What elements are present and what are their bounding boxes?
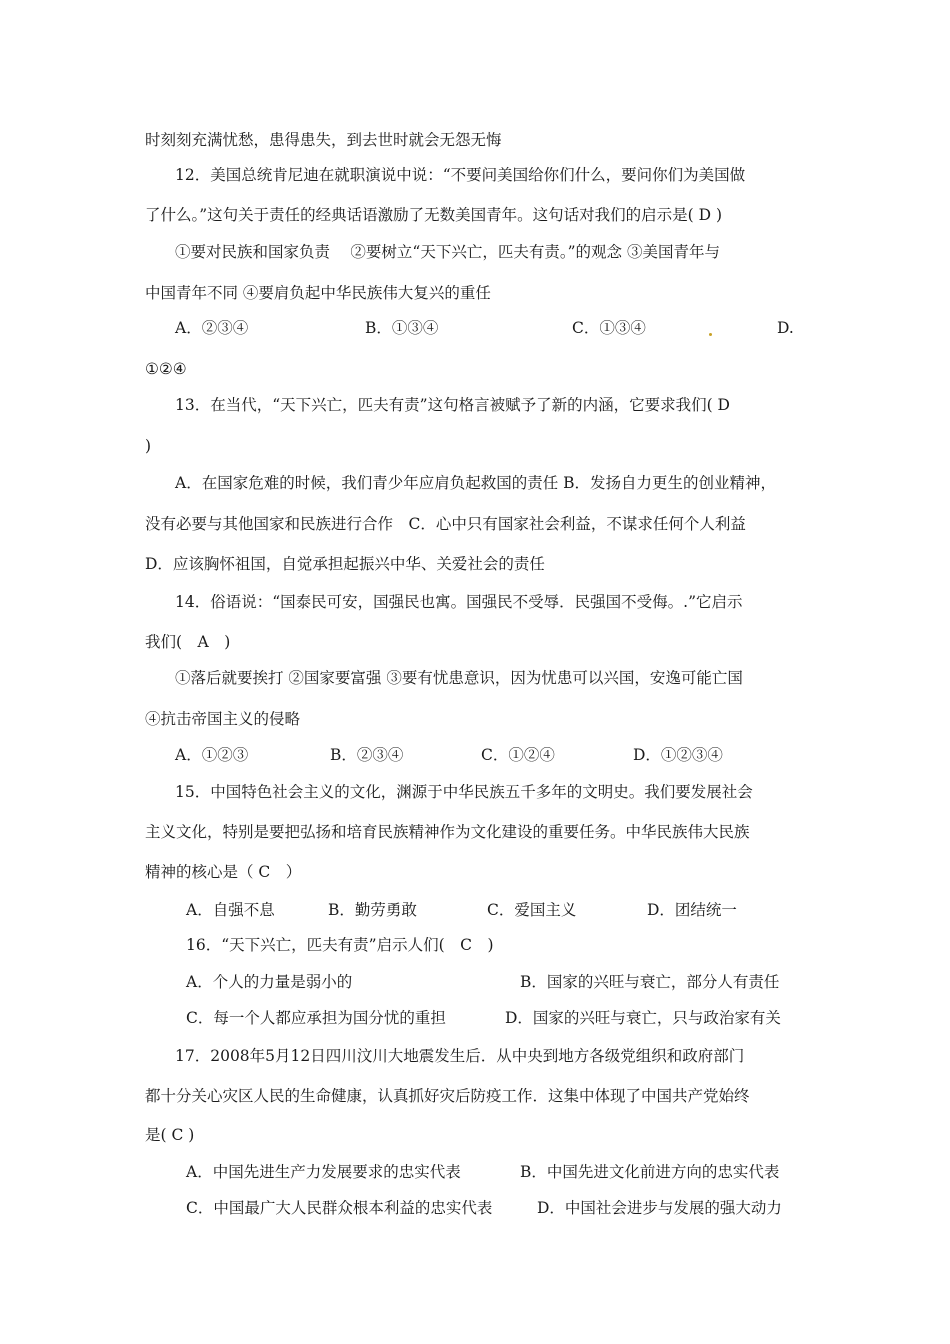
option-a: A．①②③ (175, 746, 249, 764)
option-b: B．中国先进文化前进方向的忠实代表 (520, 1163, 780, 1181)
text-line: D．应该胸怀祖国，自觉承担起振兴中华、关爱社会的责任 (145, 555, 545, 573)
question-16-stem: 16．“天下兴亡，匹夫有责”启示人们( C ) (186, 936, 494, 954)
question-12-stem: 12．美国总统肯尼迪在就职演说中说：“不要问美国给你们什么，要问你们为美国做 (175, 166, 746, 184)
text-line: ①②④ (145, 360, 187, 378)
option-b: B．①③④ (365, 319, 439, 337)
question-15-stem: 15．中国特色社会主义的文化，渊源于中华民族五千多年的文明史。我们要发展社会 (175, 783, 753, 801)
option-c: C．中国最广大人民群众根本利益的忠实代表 (186, 1199, 493, 1217)
question-17-stem: 17．2008年5月12日四川汶川大地震发生后．从中央到地方各级党组织和政府部门 (175, 1047, 745, 1065)
question-14-stem: 14．俗语说：“国泰民可安，国强民也寓。国强民不受辱．民强国不受侮。.”它启示 (175, 593, 743, 611)
text-line: 了什么。”这句关于责任的经典话语激励了无数美国青年。这句话对我们的启示是( D ) (145, 206, 723, 224)
option-c: C．爱国主义 (487, 901, 577, 919)
text-line: 都十分关心灾区人民的生命健康，认真抓好灾后防疫工作．这集中体现了中国共产党始终 (145, 1087, 750, 1105)
option-d: D．中国社会进步与发展的强大动力 (537, 1199, 782, 1217)
text-line: ④抗击帝国主义的侵略 (145, 710, 301, 728)
text-line: 没有必要与其他国家和民族进行合作 C．心中只有国家社会利益，不谋求任何个人利益 (145, 515, 746, 533)
option-d: D．国家的兴旺与衰亡，只与政治家有关 (505, 1009, 781, 1027)
option-b: B．国家的兴旺与衰亡，部分人有责任 (520, 973, 780, 991)
text-line: 我们( A ) (145, 633, 231, 651)
question-13-options: A．在国家危难的时候，我们青少年应肩负起救国的责任 B．发扬自力更生的创业精神， (175, 474, 777, 492)
question-12-statements: ①要对民族和国家负责 ②要树立“天下兴亡，匹夫有责。”的观念 ③美国青年与 (175, 243, 720, 261)
option-d: D．①②③④ (633, 746, 723, 764)
option-a: A．个人的力量是弱小的 (186, 973, 353, 991)
option-d: D. (777, 319, 794, 337)
option-c: C．每一个人都应承担为国分忧的重担 (186, 1009, 446, 1027)
option-b: B．②③④ (330, 746, 404, 764)
text-line: 时刻刻充满忧愁，患得患失，到去世时就会无怨无悔 (145, 131, 502, 149)
question-14-statements: ①落后就要挨打 ②国家要富强 ③要有忧患意识，因为忧患可以兴国，安逸可能亡国 (175, 669, 743, 687)
text-line: 主义文化，特别是要把弘扬和培育民族精神作为文化建设的重要任务。中华民族伟大民族 (145, 823, 750, 841)
option-a: A．②③④ (175, 319, 249, 337)
text-line: 中国青年不同 ④要肩负起中华民族伟大复兴的重任 (145, 284, 491, 302)
text-line: 是( C ) (145, 1126, 195, 1144)
text-line: 精神的核心是（ C ） (145, 863, 302, 881)
option-a: A．中国先进生产力发展要求的忠实代表 (186, 1163, 461, 1181)
option-a: A．自强不息 (186, 901, 275, 919)
text-line: ) (145, 437, 152, 455)
question-13-stem: 13．在当代，“天下兴亡，匹夫有责”这句格言被赋予了新的内涵，它要求我们( D (175, 396, 730, 414)
option-d: D．团结统一 (647, 901, 737, 919)
option-b: B．勤劳勇敢 (328, 901, 417, 919)
option-c: C．①③④ (572, 319, 646, 337)
stray-dot (709, 333, 712, 336)
option-c: C．①②④ (481, 746, 555, 764)
